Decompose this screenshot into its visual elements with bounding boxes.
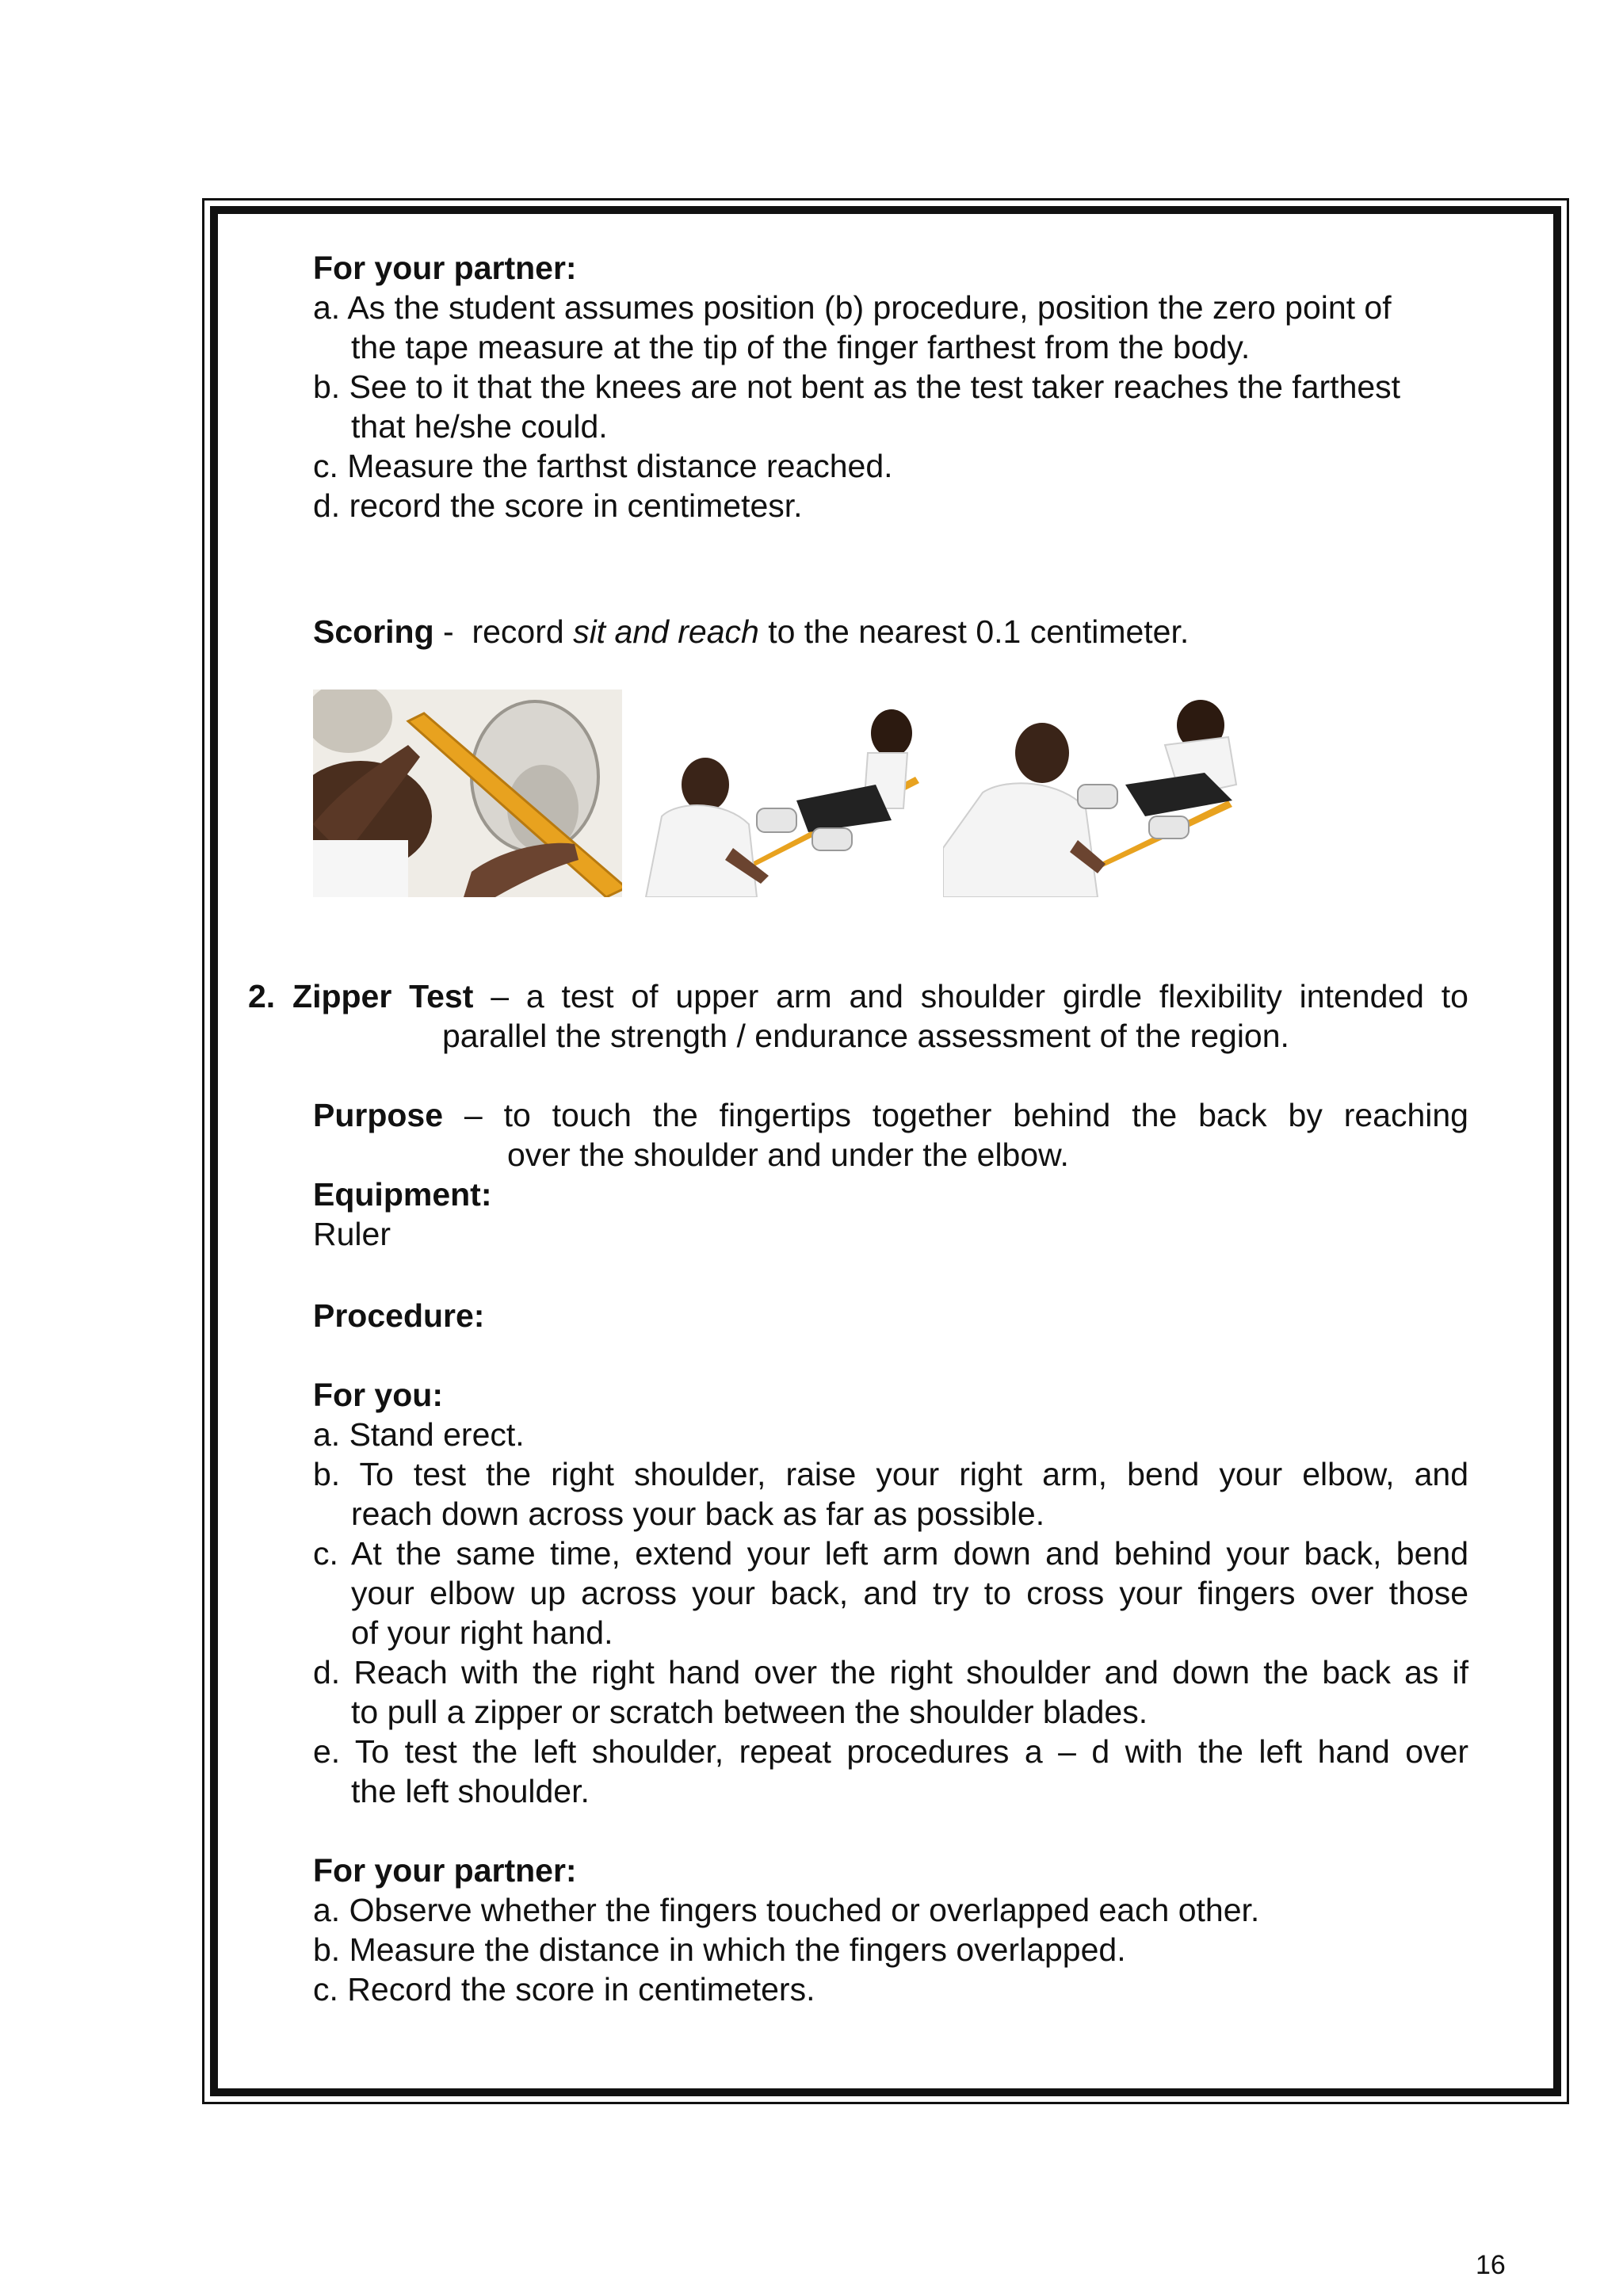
you-step-c-line1: c. At the same time, extend your left arm down and behind your back, bend: [313, 1535, 1468, 1572]
scoring-rest: to the nearest 0.1 centimeter.: [758, 613, 1190, 650]
purpose-line: [313, 1095, 1468, 1135]
zipper-partner-heading: For your partner:: [313, 1852, 577, 1889]
partner-step-a-line2: the tape measure at the tip of the finger farthest from the body.: [351, 329, 1251, 365]
zipper-title-line: [248, 976, 1468, 1016]
equipment-value: Ruler: [313, 1216, 391, 1252]
you-step-d-line2: to pull a zipper or scratch between the shoulder blades.: [351, 1694, 1148, 1730]
you-step-b-line2: reach down across your back as far as possible.: [351, 1496, 1045, 1532]
zipper-number: 2.: [248, 978, 276, 1014]
purpose-line2: over the shoulder and under the elbow.: [507, 1137, 1069, 1173]
scoring-italic: sit and reach: [573, 613, 759, 650]
you-step-c-line2: your elbow up across your back, and try to cross your fingers over those: [351, 1575, 1468, 1611]
for-you-heading: For you:: [313, 1377, 443, 1413]
page-number: 16: [1476, 2250, 1506, 2280]
zipper-partner-step-b: b. Measure the distance in which the fingers overlapped.: [313, 1931, 1126, 1968]
zipper-partner-step-c: c. Record the score in centimeters.: [313, 1971, 815, 2008]
partner-step-a-line1: a. As the student assumes position (b) procedure, position the zero point of: [313, 289, 1392, 326]
equipment-label: Equipment:: [313, 1176, 492, 1213]
partner-step-d: d. record the score in centimetesr.: [313, 487, 803, 524]
procedure-label: Procedure:: [313, 1297, 485, 1334]
scoring-label: Scoring: [313, 613, 434, 650]
partner-step-b-line1: b. See to it that the knees are not bent as the test taker reaches the farthest: [313, 369, 1401, 405]
you-step-e-line2: the left shoulder.: [351, 1773, 590, 1809]
partner-heading: For your partner:: [313, 250, 577, 286]
zipper-desc-line2: parallel the strength / endurance assessment of the region.: [442, 1018, 1289, 1054]
partner-step-b-line2: that he/she could.: [351, 408, 608, 445]
you-step-c-line3: of your right hand.: [351, 1614, 613, 1651]
you-step-e-line1: e. To test the left shoulder, repeat procedures a – d with the left hand over: [313, 1733, 1468, 1770]
purpose-line1: – to touch the fingertips together behind the back by reaching: [464, 1097, 1468, 1133]
photo-reach-farthest: [943, 690, 1260, 897]
you-step-d-line1: d. Reach with the right hand over the right shoulder and down the back as if: [313, 1654, 1468, 1690]
photo-partner-measuring: [630, 690, 939, 897]
zipper-desc-line1: – a test of upper arm and shoulder girdle flexibility intended to: [491, 978, 1468, 1014]
zipper-title: Zipper Test: [292, 978, 474, 1014]
scoring-line: [313, 612, 1189, 651]
zipper-partner-step-a: a. Observe whether the fingers touched or overlapped each other.: [313, 1892, 1260, 1928]
you-step-a: a. Stand erect.: [313, 1416, 525, 1453]
scoring-sep: - record: [433, 613, 574, 650]
purpose-label: Purpose: [313, 1097, 444, 1133]
partner-step-c: c. Measure the farthst distance reached.: [313, 448, 893, 484]
photo-tape-measure: [313, 690, 622, 897]
you-step-b-line1: b. To test the right shoulder, raise your right arm, bend your elbow, and: [313, 1456, 1468, 1492]
sit-and-reach-photos: [313, 690, 1256, 897]
